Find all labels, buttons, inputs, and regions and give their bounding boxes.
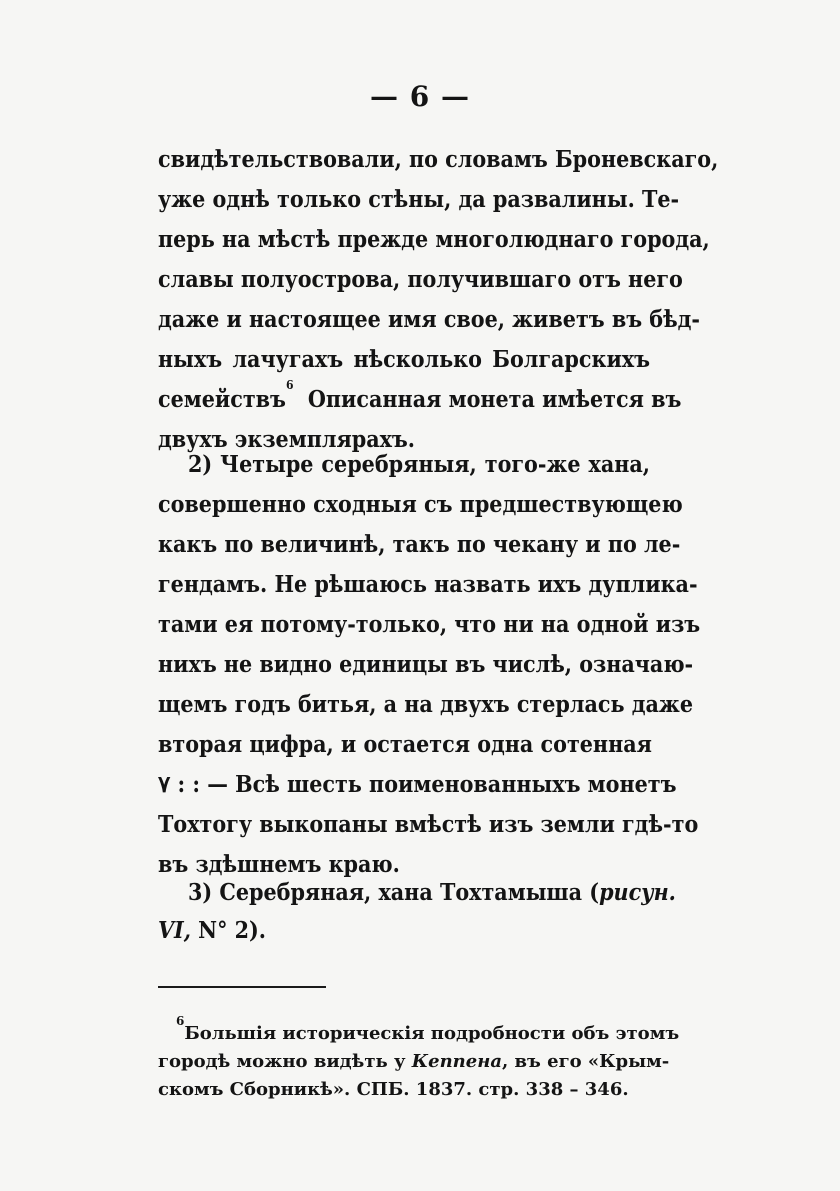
footnote-line bbox=[158, 1049, 670, 1075]
text-line: совершенно сходныя съ предшествующею bbox=[158, 491, 683, 518]
footnote-line: скомъ Сборникѣ». СПБ. 1837. стр. 338 – 346. bbox=[158, 1079, 629, 1100]
text-line bbox=[158, 378, 682, 415]
text-fragment: Описанная монета имѣется въ bbox=[307, 386, 682, 413]
footnote-line bbox=[176, 1014, 680, 1047]
text-line: даже и настоящее имя свое, живетъ въ бѣд- bbox=[158, 306, 701, 333]
text-line: ныхъ лачугахъ нѣсколько Болгарскихъ bbox=[158, 346, 650, 373]
text-fragment: N° 2). bbox=[190, 917, 266, 944]
text-line: гендамъ. Не рѣшаюсь назвать ихъ дупликa- bbox=[158, 571, 698, 598]
text-line: 2) Четыре серебряныя, того-же хана, bbox=[188, 451, 650, 478]
text-line: ٧ : : — Всѣ шесть поименованныхъ монетъ bbox=[158, 771, 677, 798]
footnote-mark: 6 bbox=[176, 1014, 185, 1028]
text-fragment: 3) Серебряная, хана Тохтамыша ( bbox=[188, 879, 600, 906]
italic-text: рисун. bbox=[599, 879, 676, 906]
text-line: какъ по величинѣ, такъ по чекану и по ле- bbox=[158, 531, 681, 558]
text-fragment: Большія историческія подробности объ этомъ bbox=[184, 1023, 680, 1044]
footnote-reference: 6 bbox=[285, 378, 294, 392]
text-line: перь на мѣстѣ прежде многолюднаго города, bbox=[158, 226, 710, 253]
text-line: Тохтогу выкопаны вмѣстѣ изъ земли гдѣ-то bbox=[158, 811, 699, 838]
text-fragment: городѣ можно видѣть у bbox=[158, 1051, 412, 1072]
text-line bbox=[188, 878, 676, 908]
text-fragment: семействъ bbox=[158, 386, 286, 413]
text-line: двухъ экземплярахъ. bbox=[158, 426, 415, 453]
text-line: тами ея потому-только, что ни на одной изъ bbox=[158, 611, 701, 638]
italic-text: Кеппена bbox=[411, 1051, 502, 1072]
text-line: вторая цифра, и остается одна сотенная bbox=[158, 731, 652, 758]
text-line: славы полуострова, получившаго отъ него bbox=[158, 266, 683, 293]
text-line: нихъ не видно единицы въ числѣ, означаю- bbox=[158, 651, 694, 678]
text-line bbox=[158, 916, 650, 946]
text-fragment: , въ его «Крым- bbox=[502, 1051, 670, 1072]
text-line: въ здѣшнемъ краю. bbox=[158, 851, 400, 878]
text-line: уже однѣ только стѣны, да развалины. Те- bbox=[158, 186, 680, 213]
text-line: щемъ годъ битья, а на двухъ стерлась даже bbox=[158, 691, 693, 718]
page-number: — 6 — bbox=[370, 80, 470, 113]
footnote-divider bbox=[158, 986, 326, 988]
text-line: свидѣтельствовали, по словамъ Броневскаго, bbox=[158, 146, 719, 173]
italic-text: VI, bbox=[158, 917, 191, 944]
